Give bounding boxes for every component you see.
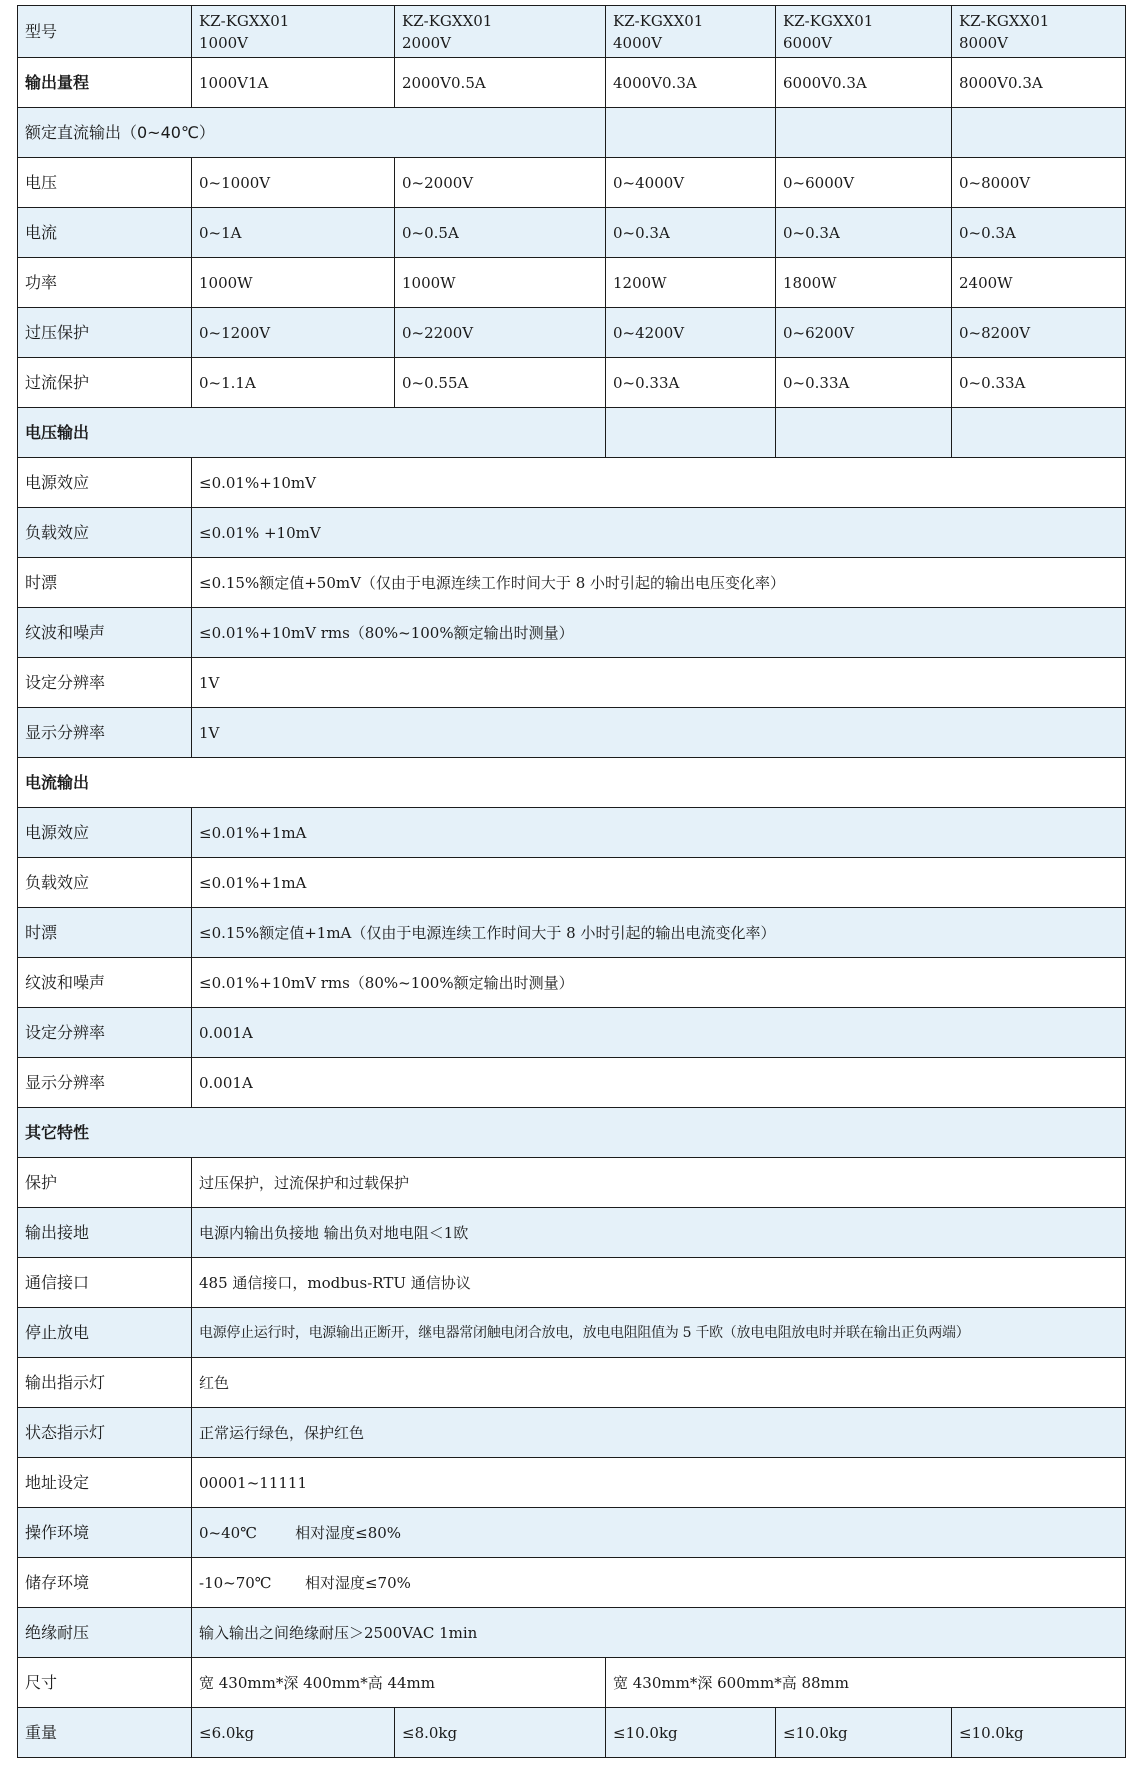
model-name: KZ-KGXX01 [402,12,493,30]
spec-row [18,958,1126,1008]
output-range-row [18,58,1126,108]
value-cell: ≤0.15%额定值+1mA（仅由于电源连续工作时间大于 8 小时引起的输出电流变化率） [192,908,1126,958]
value-cell: 1000W [395,258,606,308]
spec-row [18,608,1126,658]
row-label: 电源效应 [18,808,192,858]
row-label: 操作环境 [18,1508,192,1558]
value-cell: ≤0.01%+1mA [192,808,1126,858]
value-cell: ≤8.0kg [395,1708,606,1758]
spec-row [18,158,1126,208]
value-cell: 宽 430mm*深 600mm*高 88mm [606,1658,1126,1708]
spec-row [18,508,1126,558]
row-label: 过流保护 [18,358,192,408]
row-label: 通信接口 [18,1258,192,1308]
model-cell [952,6,1126,58]
model-voltage: 2000V [402,34,452,52]
row-label: 电压 [18,158,192,208]
row-label: 绝缘耐压 [18,1608,192,1658]
spec-row [18,708,1126,758]
value-cell: 0~4200V [606,308,776,358]
row-label: 显示分辨率 [18,1058,192,1108]
model-name: KZ-KGXX01 [199,12,290,30]
spec-row [18,358,1126,408]
value-cell: 0.001A [192,1058,1126,1108]
spec-row [18,1508,1126,1558]
spec-row [18,1458,1126,1508]
empty-cell [606,108,776,158]
other-section-row [18,1108,1126,1158]
value-cell: 1800W [776,258,952,308]
value-cell: 0~1A [192,208,395,258]
model-voltage: 8000V [959,34,1009,52]
value-cell: 8000V0.3A [952,58,1126,108]
empty-cell [776,108,952,158]
model-cell [395,6,606,58]
spec-row [18,558,1126,608]
value-cell: 电源停止运行时，电源输出正断开，继电器常闭触电闭合放电，放电电阻阻值为 5 千欧（放电电阻放电时并联在输出正负两端） [192,1308,1126,1358]
row-label: 功率 [18,258,192,308]
value-cell: 0~1000V [192,158,395,208]
value-cell: ≤0.01%+10mV rms（80%~100%额定输出时测量） [192,608,1126,658]
rated-dc-section-row [18,108,1126,158]
value-cell: 4000V0.3A [606,58,776,108]
value-cell: 0~1200V [192,308,395,358]
current-output-section-row [18,758,1126,808]
spec-row [18,908,1126,958]
spec-row [18,1408,1126,1458]
value-cell: 1000W [192,258,395,308]
value-cell: ≤0.01%+10mV [192,458,1126,508]
voltage-output-section-row [18,408,1126,458]
empty-cell [606,408,776,458]
model-cell [776,6,952,58]
row-label: 储存环境 [18,1558,192,1608]
value-cell: 输入输出之间绝缘耐压＞2500VAC 1min [192,1608,1126,1658]
spec-row [18,458,1126,508]
row-label: 设定分辨率 [18,1008,192,1058]
row-label: 地址设定 [18,1458,192,1508]
value-cell: ≤0.01%+1mA [192,858,1126,908]
section-title: 额定直流输出（0~40℃） [18,108,606,158]
spec-row [18,258,1126,308]
row-label: 时漂 [18,558,192,608]
value-cell: ≤0.01%+10mV rms（80%~100%额定输出时测量） [192,958,1126,1008]
model-voltage: 1000V [199,34,249,52]
row-label: 纹波和噪声 [18,608,192,658]
model-cell [606,6,776,58]
value-cell: 2400W [952,258,1126,308]
value-cell: 过压保护，过流保护和过载保护 [192,1158,1126,1208]
value-cell: 0~0.3A [606,208,776,258]
value-cell: 0~2000V [395,158,606,208]
section-title: 电流输出 [18,758,1126,808]
weight-row [18,1708,1126,1758]
value-cell: ≤10.0kg [952,1708,1126,1758]
empty-cell [952,408,1126,458]
row-label: 设定分辨率 [18,658,192,708]
value-cell: 0~2200V [395,308,606,358]
model-label: 型号 [18,6,192,58]
value-cell: 1200W [606,258,776,308]
size-row [18,1658,1126,1708]
value-cell: 0~6200V [776,308,952,358]
model-name: KZ-KGXX01 [783,12,874,30]
model-cell [192,6,395,58]
model-name: KZ-KGXX01 [613,12,704,30]
value-cell: 0~0.5A [395,208,606,258]
row-label: 负载效应 [18,508,192,558]
value-cell: ≤0.01% +10mV [192,508,1126,558]
value-cell: 0~0.3A [776,208,952,258]
value-cell: -10~70℃ 相对湿度≤70% [192,1558,1126,1608]
row-label: 停止放电 [18,1308,192,1358]
row-label: 输出量程 [18,58,192,108]
value-cell: 0~0.33A [952,358,1126,408]
value-cell: ≤10.0kg [776,1708,952,1758]
section-title: 电压输出 [18,408,606,458]
spec-row [18,1158,1126,1208]
value-cell: 0~1.1A [192,358,395,408]
value-cell: 6000V0.3A [776,58,952,108]
model-name: KZ-KGXX01 [959,12,1050,30]
spec-row [18,1308,1126,1358]
value-cell: 0~0.55A [395,358,606,408]
spec-row [18,1608,1126,1658]
row-label: 显示分辨率 [18,708,192,758]
row-label: 电流 [18,208,192,258]
value-cell: 2000V0.5A [395,58,606,108]
model-voltage: 6000V [783,34,833,52]
spec-row [18,808,1126,858]
spec-row [18,308,1126,358]
value-cell: 宽 430mm*深 400mm*高 44mm [192,1658,606,1708]
spec-row [18,1558,1126,1608]
model-header-row [18,6,1126,58]
spec-table [17,5,1126,1758]
row-label: 负载效应 [18,858,192,908]
empty-cell [776,408,952,458]
row-label: 过压保护 [18,308,192,358]
value-cell: ≤6.0kg [192,1708,395,1758]
value-cell: 1000V1A [192,58,395,108]
value-cell: 0~40℃ 相对湿度≤80% [192,1508,1126,1558]
row-label: 状态指示灯 [18,1408,192,1458]
value-cell: 0~4000V [606,158,776,208]
value-cell: 0.001A [192,1008,1126,1058]
row-label: 输出指示灯 [18,1358,192,1408]
value-cell: 红色 [192,1358,1126,1408]
value-cell: ≤10.0kg [606,1708,776,1758]
spec-row [18,858,1126,908]
value-cell: 00001~11111 [192,1458,1126,1508]
value-cell: 1V [192,658,1126,708]
row-label: 重量 [18,1708,192,1758]
value-cell: ≤0.15%额定值+50mV（仅由于电源连续工作时间大于 8 小时引起的输出电压变化率） [192,558,1126,608]
value-cell: 0~0.33A [606,358,776,408]
row-label: 时漂 [18,908,192,958]
spec-row [18,1008,1126,1058]
value-cell: 1V [192,708,1126,758]
row-label: 电源效应 [18,458,192,508]
spec-row [18,1358,1126,1408]
model-voltage: 4000V [613,34,663,52]
value-cell: 0~0.3A [952,208,1126,258]
row-label: 保护 [18,1158,192,1208]
spec-row [18,658,1126,708]
row-label: 纹波和噪声 [18,958,192,1008]
row-label: 输出接地 [18,1208,192,1258]
spec-row [18,1258,1126,1308]
value-cell: 电源内输出负接地 输出负对地电阻＜1欧 [192,1208,1126,1258]
row-label: 尺寸 [18,1658,192,1708]
value-cell: 0~6000V [776,158,952,208]
value-cell: 正常运行绿色，保护红色 [192,1408,1126,1458]
spec-row [18,1058,1126,1108]
empty-cell [952,108,1126,158]
value-cell: 0~8000V [952,158,1126,208]
value-cell: 0~0.33A [776,358,952,408]
spec-row [18,1208,1126,1258]
value-cell: 0~8200V [952,308,1126,358]
section-title: 其它特性 [18,1108,1126,1158]
value-cell: 485 通信接口，modbus-RTU 通信协议 [192,1258,1126,1308]
spec-row [18,208,1126,258]
